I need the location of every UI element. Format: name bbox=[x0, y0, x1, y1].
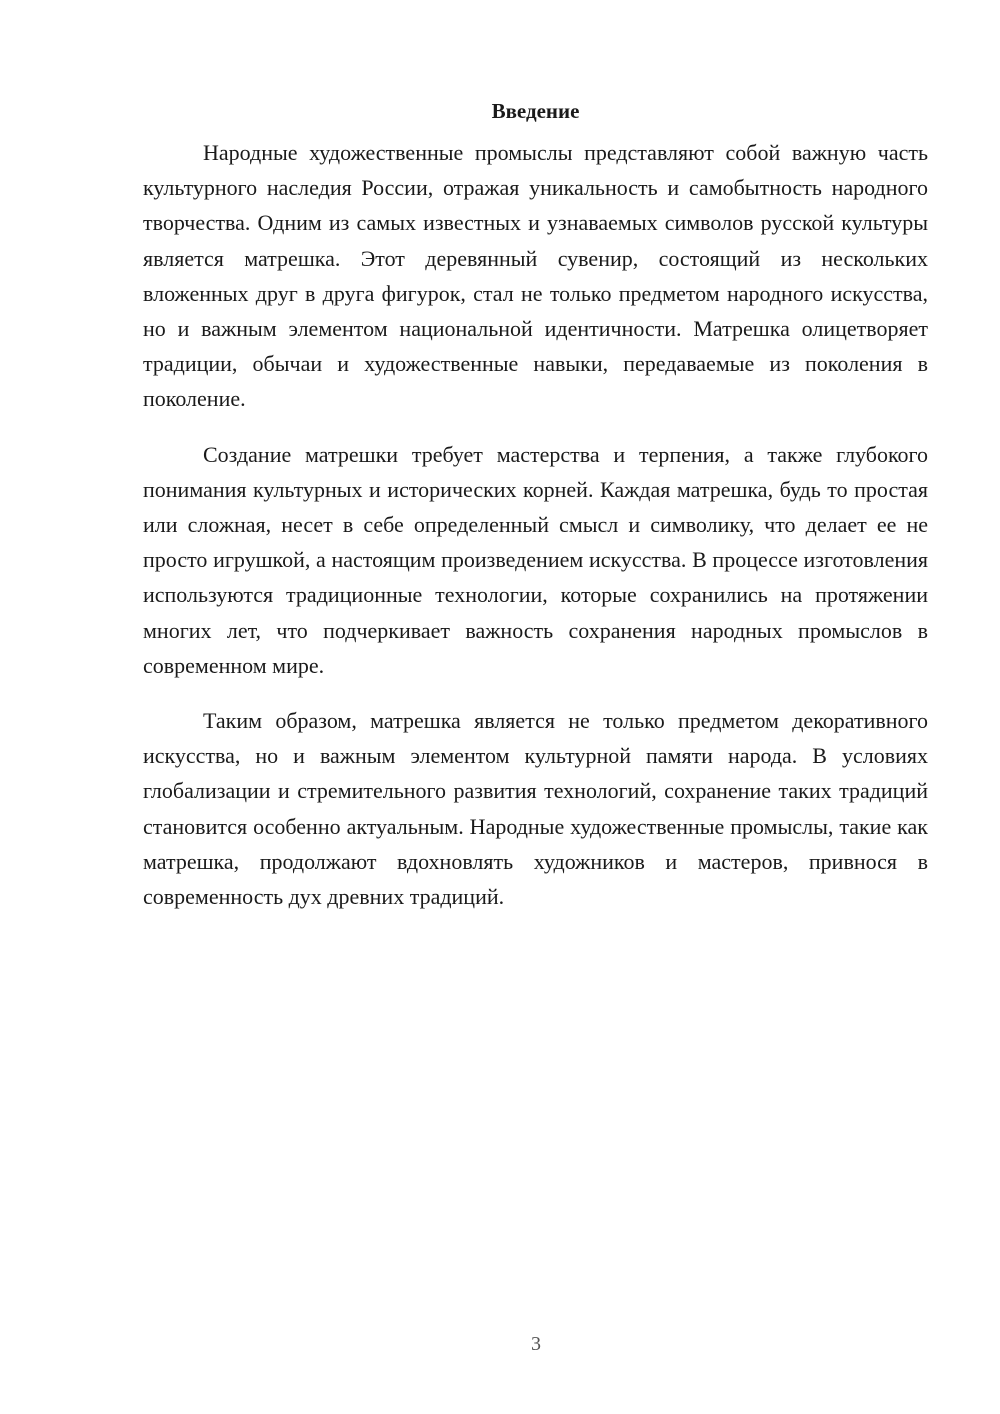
page-number: 3 bbox=[531, 1333, 541, 1355]
paragraph-3: Таким образом, матрешка является не только предметом декоративного искусства, но и важным элементом культурной памяти народа. В условиях глобализации и стремительного развития технологий, сохранение таких традиций становится особенно актуальным. Народные художественные промыслы, такие как матрешка, продолжают вдохновлять художников и мастеров, привнося в современность дух древних традиций. bbox=[143, 708, 928, 910]
page-title: Введение bbox=[491, 99, 580, 123]
paragraph-1: Народные художественные промыслы представляют собой важную часть культурного наследия России, отражая уникальность и самобытность народного творчества. Одним из самых известных и узнаваемых символов русской культуры является матрешка. Этот деревянный сувенир, состоящий из нескольких вложенных друг в друга фигурок, стал не только предметом народного искусства, но и важным элементом национальной идентичности. Матрешка олицетворяет традиции, обычаи и художественные навыки, передаваемые из поколения в поколение. bbox=[143, 140, 928, 412]
page-content bbox=[143, 94, 928, 934]
paragraph-2: Создание матрешки требует мастерства и терпения, а также глубокого понимания культурных и исторических корней. Каждая матрешка, будь то простая или сложная, несет в себе определенный смысл и символику, что делает ее не просто игрушкой, а настоящим произведением искусства. В процессе изготовления используются традиционные технологии, которые сохранились на протяжении многих лет, что подчеркивает важность сохранения народных промыслов в современном мире. bbox=[143, 441, 928, 678]
